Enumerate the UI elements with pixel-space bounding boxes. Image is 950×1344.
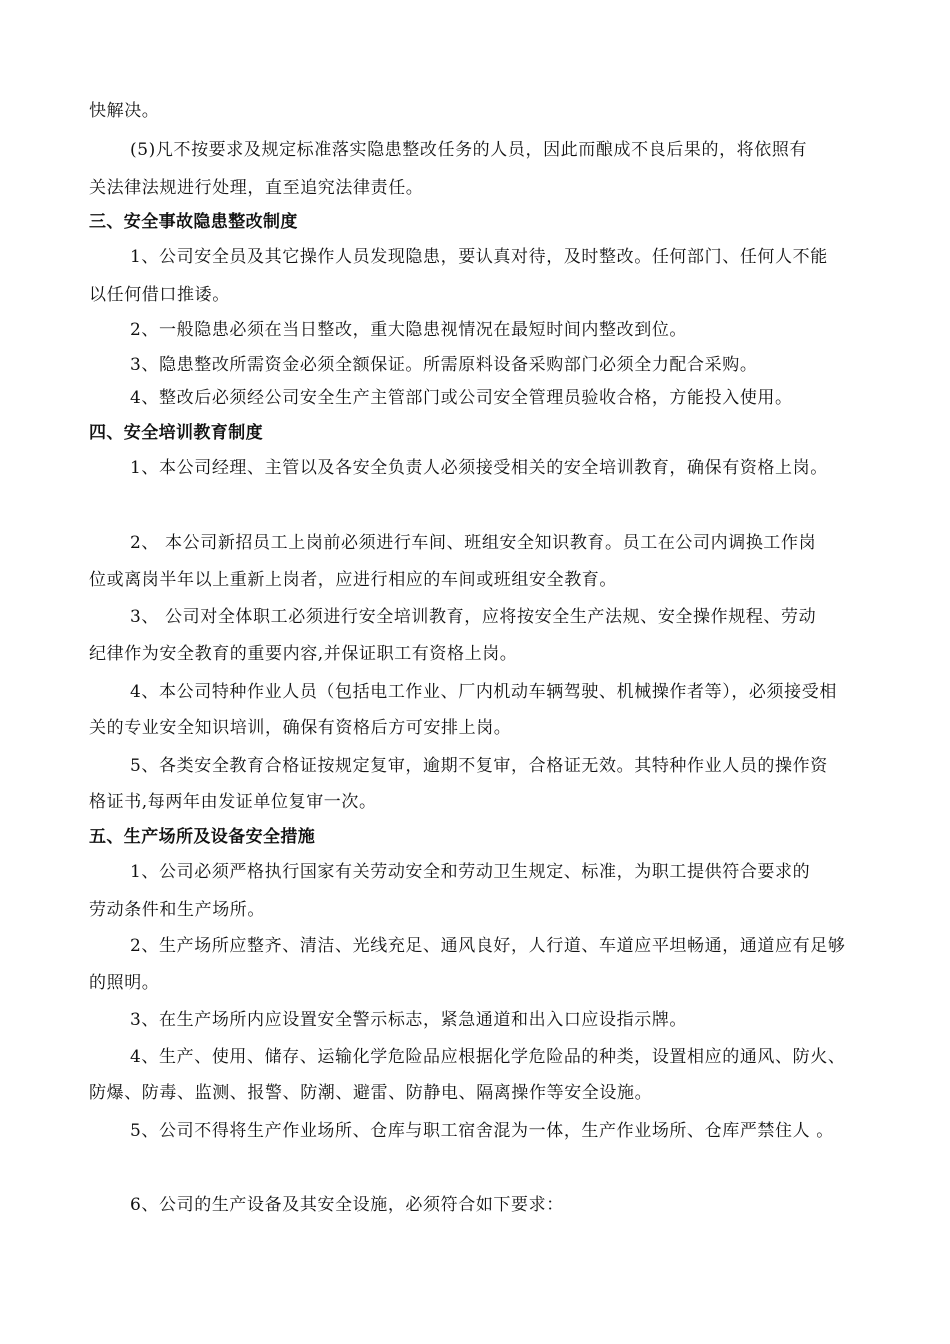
paragraph-line: 1、本公司经理、主管以及各安全负责人必须接受相关的安全培训教育，确保有资格上岗。 bbox=[130, 458, 828, 478]
paragraph-line: 关的专业安全知识培训，确保有资格后方可安排上岗。 bbox=[89, 718, 512, 738]
paragraph-line: 关法律法规进行处理，直至追究法律责任。 bbox=[89, 178, 424, 198]
paragraph-line: 5、各类安全教育合格证按规定复审，逾期不复审，合格证无效。其特种作业人员的操作资 bbox=[130, 756, 828, 776]
section-heading: 四、安全培训教育制度 bbox=[89, 423, 263, 443]
paragraph-line: 5、公司不得将生产作业场所、仓库与职工宿舍混为一体，生产作业场所、仓库严禁住人 。 bbox=[130, 1121, 834, 1141]
paragraph-line: 的照明。 bbox=[89, 973, 160, 993]
paragraph-line: 4、整改后必须经公司安全生产主管部门或公司安全管理员验收合格，方能投入使用。 bbox=[130, 388, 793, 408]
paragraph-line: 4、本公司特种作业人员（包括电工作业、厂内机动车辆驾驶、机械操作者等），必须接受相 bbox=[130, 682, 837, 702]
paragraph-line: 3、隐患整改所需资金必须全额保证。所需原料设备采购部门必须全力配合采购。 bbox=[130, 355, 758, 375]
paragraph-line: 2、 本公司新招员工上岗前必须进行车间、班组安全知识教育。员工在公司内调换工作岗 bbox=[130, 533, 817, 553]
paragraph-line: 防爆、防毒、监测、报警、防潮、避雷、防静电、隔离操作等安全设施。 bbox=[89, 1083, 653, 1103]
paragraph-line: 2、一般隐患必须在当日整改，重大隐患视情况在最短时间内整改到位。 bbox=[130, 320, 688, 340]
paragraph-line: 格证书,每两年由发证单位复审一次。 bbox=[89, 792, 377, 812]
paragraph-line: 以任何借口推诿。 bbox=[89, 285, 230, 305]
paragraph-line: 4、生产、使用、储存、运输化学危险品应根据化学危险品的种类，设置相应的通风、防火、 bbox=[130, 1047, 846, 1067]
paragraph-line: 1、公司必须严格执行国家有关劳动安全和劳动卫生规定、标准，为职工提供符合要求的 bbox=[130, 862, 811, 882]
paragraph-line: 位或离岗半年以上重新上岗者，应进行相应的车间或班组安全教育。 bbox=[89, 570, 617, 590]
section-heading: 三、安全事故隐患整改制度 bbox=[89, 212, 298, 232]
paragraph-line: 2、生产场所应整齐、清洁、光线充足、通风良好，人行道、车道应平坦畅通，通道应有足够 bbox=[130, 936, 846, 956]
paragraph-line: 3、在生产场所内应设置安全警示标志，紧急通道和出入口应设指示牌。 bbox=[130, 1010, 688, 1030]
paragraph-line: (5)凡不按要求及规定标准落实隐患整改任务的人员，因此而酿成不良后果的，将依照有 bbox=[130, 140, 808, 160]
paragraph-line: 1、公司安全员及其它操作人员发现隐患，要认真对待，及时整改。任何部门、任何人不能 bbox=[130, 247, 828, 267]
paragraph-line: 6、公司的生产设备及其安全设施，必须符合如下要求： bbox=[130, 1195, 564, 1215]
paragraph-line: 快解决。 bbox=[89, 101, 160, 121]
paragraph-line: 3、 公司对全体职工必须进行安全培训教育，应将按安全生产法规、安全操作规程、劳动 bbox=[130, 607, 817, 627]
section-heading: 五、生产场所及设备安全措施 bbox=[89, 827, 316, 847]
paragraph-line: 劳动条件和生产场所。 bbox=[89, 900, 265, 920]
paragraph-line: 纪律作为安全教育的重要内容,并保证职工有资格上岗。 bbox=[89, 644, 518, 664]
